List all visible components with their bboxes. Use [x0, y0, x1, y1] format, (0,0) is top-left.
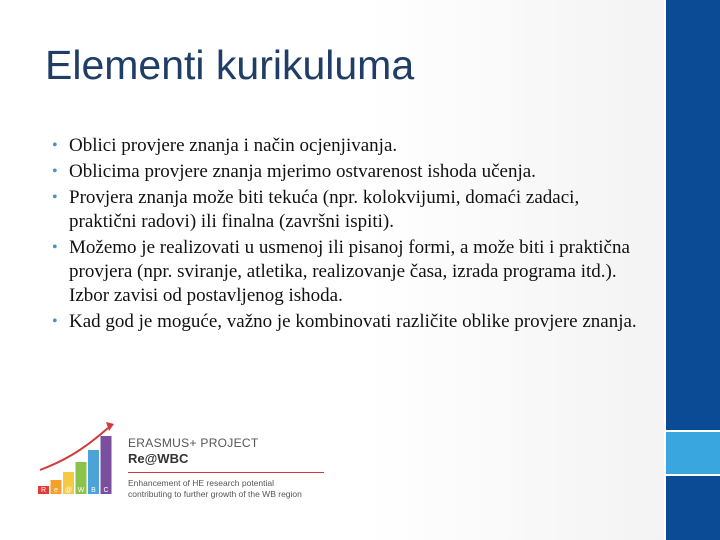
bullet-item: [52, 134, 642, 158]
slide-title: Elementi kurikuluma: [45, 42, 415, 88]
bullet-item: [52, 186, 642, 234]
logo-line4: contributing to further growth of the WB region: [128, 489, 302, 499]
sidebar-dark-top: [665, 0, 720, 430]
sidebar-light-block: [665, 432, 720, 474]
bullet-text: Kad god je moguće, važno je kombinovati različite oblike provjere znanja.: [69, 311, 637, 332]
bullet-dot-icon: •: [52, 239, 58, 256]
logo-bar-letter: e: [54, 487, 58, 494]
bullet-dot-icon: •: [52, 189, 58, 206]
logo-bar: [101, 436, 112, 494]
logo-bar-letter: R: [40, 487, 47, 494]
logo-bars: [38, 436, 112, 494]
logo-rule: [128, 472, 324, 473]
logo-bar-letter: W: [77, 487, 85, 494]
bullet-item: [52, 310, 642, 334]
bullet-text: Oblici provjere znanja i način ocjenjivanja.: [69, 135, 398, 156]
bullet-dot-icon: •: [52, 163, 58, 180]
bullet-dot-icon: •: [52, 137, 58, 154]
bullet-list: [52, 134, 642, 336]
bullet-text: Provjera znanja može biti tekuća (npr. kolokvijumi, domaći zadaci, praktični radovi) ili finalna (završni ispiti).: [69, 187, 580, 232]
logo-text-block: [128, 436, 324, 500]
bullet-text: Možemo je realizovati u usmenoj ili pisanoj formi, a može biti i praktična provjera (npr. sviranje, atletika, realizovanje časa, izrada programa itd.). Izbor zavisi od postavljenog ishoda.: [69, 237, 630, 306]
bullet-text: Oblicima provjere znanja mjerimo ostvarenost ishoda učenja.: [69, 161, 536, 182]
sidebar-dark-bottom: [665, 476, 720, 540]
bullet-item: [52, 236, 642, 308]
logo-line2: Re@WBC: [128, 451, 189, 466]
logo-line1: ERASMUS+ PROJECT: [128, 436, 259, 450]
logo-bar-letter: B: [91, 487, 96, 494]
sidebar-divider: [664, 0, 666, 540]
bullet-item: [52, 160, 642, 184]
logo-bar-letter: C: [103, 487, 109, 494]
logo-line3: Enhancement of HE research potential: [128, 478, 275, 488]
logo-bar-letter: @: [64, 487, 73, 494]
bullet-dot-icon: •: [52, 313, 58, 330]
